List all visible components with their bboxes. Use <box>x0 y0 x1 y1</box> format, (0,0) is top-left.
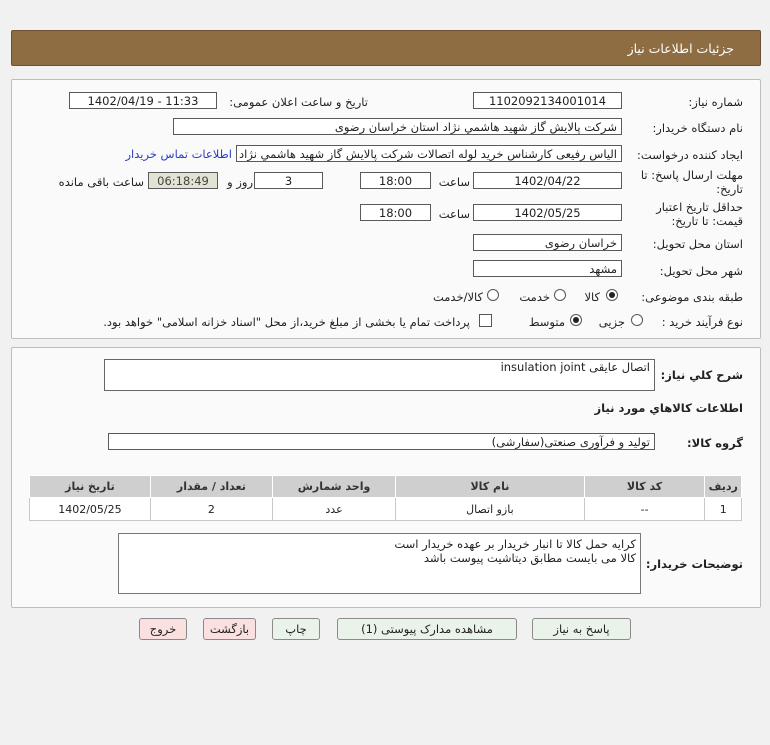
buyer-notes-field <box>118 533 641 594</box>
buyer-notes-line2: کالا می بایست مطابق دیتاشیت پیوست باشد <box>423 551 636 565</box>
buyer-contact-link[interactable]: اطلاعات تماس خریدار <box>125 147 232 161</box>
buyer-org-label: نام دستگاه خریدار: <box>652 121 743 135</box>
announce-datetime-field: 1402/04/19 - 11:33 <box>69 92 217 109</box>
respond-button[interactable]: پاسخ به نیاز <box>532 618 631 640</box>
category-radio-goods[interactable] <box>606 289 618 301</box>
buyer-org-field: شرکت پالایش گاز شهید هاشمي نژاد استان خراسان رضوی <box>173 118 622 135</box>
deadline-time-label: ساعت <box>438 175 470 189</box>
col-name-header: نام کالا <box>396 476 585 498</box>
validity-date-field: 1402/05/25 <box>473 204 622 221</box>
remaining-days-field: 3 <box>254 172 323 189</box>
back-button[interactable]: بازگشت <box>203 618 256 640</box>
deadline-time-field: 18:00 <box>360 172 431 189</box>
creator-label: ایجاد کننده درخواست: <box>637 148 743 162</box>
col-row-header: ردیف <box>705 476 742 498</box>
days-label: روز و <box>227 175 253 189</box>
goods-table-header <box>30 476 742 498</box>
process-option-minor: جزیی <box>598 315 625 329</box>
col-unit-header: واحد شمارش <box>272 476 395 498</box>
validity-label-line1: حداقل تاریخ اعتبار <box>656 200 743 214</box>
city-label: شهر محل تحویل: <box>659 264 743 278</box>
page-header <box>11 30 761 66</box>
remaining-time-field: 06:18:49 <box>148 172 218 189</box>
announce-label: تاریخ و ساعت اعلان عمومی: <box>229 95 368 109</box>
treasury-payment-checkbox[interactable] <box>479 314 492 327</box>
process-label: نوع فرآیند خرید : <box>661 315 743 329</box>
cell-row: 1 <box>705 498 742 521</box>
validity-label <box>656 200 743 228</box>
goods-group-label: گروه کالا: <box>687 436 743 450</box>
table-row <box>30 498 742 521</box>
payment-note: پرداخت تمام یا بخشی از مبلغ خرید،از محل "اسناد خزانه اسلامی" خواهد بود. <box>103 315 470 329</box>
col-date-header: تاریخ نیاز <box>30 476 151 498</box>
deadline-label-line2: تاریخ: <box>716 182 743 196</box>
buyer-notes-label: توضیحات خریدار: <box>645 557 743 571</box>
deadline-label <box>641 168 743 196</box>
category-radio-goods-service[interactable] <box>487 289 499 301</box>
col-qty-header: تعداد / مقدار <box>150 476 272 498</box>
category-radio-service[interactable] <box>554 289 566 301</box>
print-button[interactable]: چاپ <box>272 618 320 640</box>
category-option-service: خدمت <box>519 290 550 304</box>
need-number-field: 1102092134001014 <box>473 92 622 109</box>
creator-field: الیاس رفیعی کارشناس خرید لوله اتصالات شرکت پالایش گاز شهید هاشمي نژاد <box>236 145 622 162</box>
process-radio-minor[interactable] <box>631 314 643 326</box>
cell-name: بازو اتصال <box>396 498 585 521</box>
validity-label-line2: قیمت: تا تاریخ: <box>671 214 743 228</box>
province-label: استان محل تحویل: <box>652 237 743 251</box>
category-label: طبقه بندی موضوعی: <box>641 290 743 304</box>
remaining-label: ساعت باقی مانده <box>58 175 144 189</box>
cell-unit: عدد <box>272 498 395 521</box>
city-field: مشهد <box>473 260 622 277</box>
goods-table <box>29 475 742 521</box>
cell-code: -- <box>584 498 705 521</box>
cell-date: 1402/05/25 <box>30 498 151 521</box>
validity-time-field: 18:00 <box>360 204 431 221</box>
buyer-notes-line1: کرایه حمل کالا تا انبار خریدار بر عهده خریدار است <box>394 537 636 551</box>
process-radio-medium[interactable] <box>570 314 582 326</box>
summary-label: شرح کلي نیاز: <box>660 368 743 382</box>
page-title: جزئیات اطلاعات نیاز <box>627 41 734 56</box>
summary-field: اتصال عایقی insulation joint <box>104 359 655 391</box>
category-option-goods-service: کالا/خدمت <box>432 290 483 304</box>
process-option-medium: متوسط <box>528 315 565 329</box>
need-number-label: شماره نیاز: <box>688 95 743 109</box>
goods-info-title: اطلاعات کالاهاي مورد نیاز <box>594 401 743 415</box>
col-code-header: کد کالا <box>584 476 705 498</box>
exit-button[interactable]: خروج <box>139 618 187 640</box>
goods-group-field: تولید و فرآوری صنعتی(سفارشی) <box>108 433 655 450</box>
validity-time-label: ساعت <box>438 207 470 221</box>
category-option-goods: کالا <box>584 290 600 304</box>
deadline-label-line1: مهلت ارسال پاسخ: تا <box>640 168 743 182</box>
deadline-date-field: 1402/04/22 <box>473 172 622 189</box>
view-attachments-button[interactable]: مشاهده مدارک پیوستی (1) <box>337 618 517 640</box>
cell-qty: 2 <box>150 498 272 521</box>
province-field: خراسان رضوی <box>473 234 622 251</box>
